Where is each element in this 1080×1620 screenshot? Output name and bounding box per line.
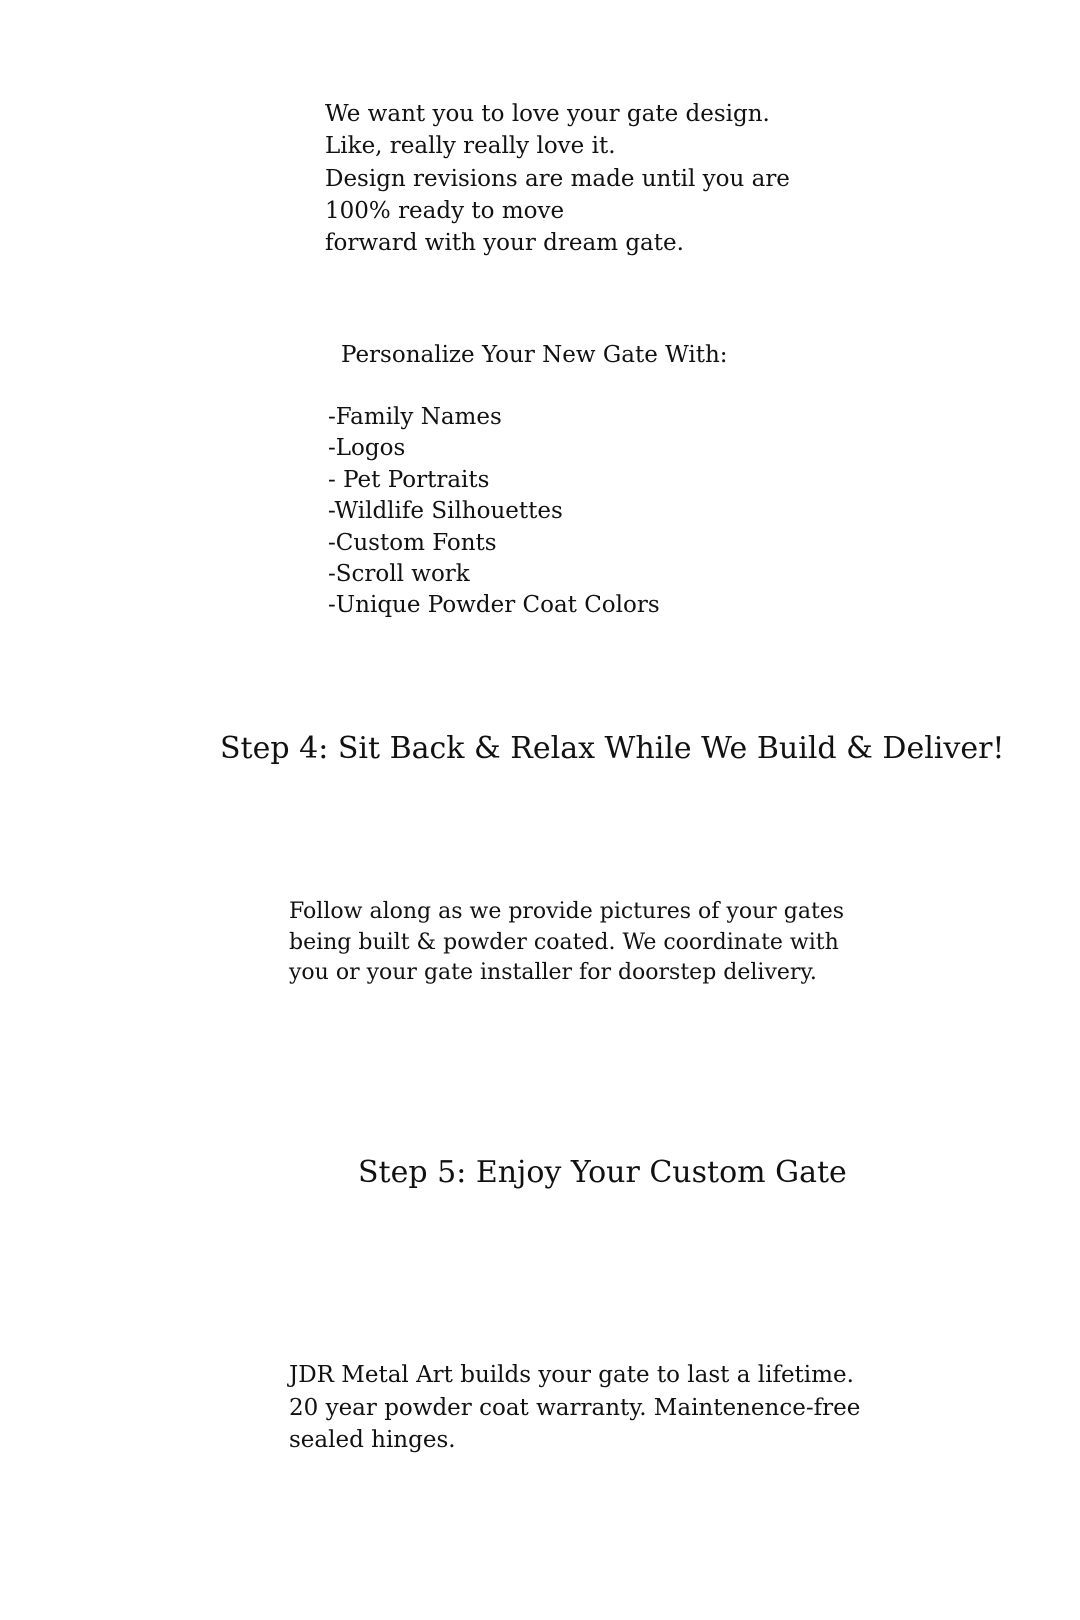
- intro-line: forward with your dream gate.: [325, 230, 684, 257]
- step5-heading: Step 5: Enjoy Your Custom Gate: [358, 1155, 847, 1190]
- list-item: -Wildlife Silhouettes: [328, 498, 563, 525]
- step4-paragraph: [289, 897, 844, 989]
- step5-line: sealed hinges.: [289, 1427, 456, 1453]
- step4-line: you or your gate installer for doorstep delivery.: [289, 960, 817, 985]
- step5-line: 20 year powder coat warranty. Maintenence-free: [289, 1394, 861, 1421]
- intro-line: Design revisions are made until you are: [325, 165, 790, 192]
- intro-paragraph: [325, 98, 790, 259]
- personalize-list: [328, 402, 660, 622]
- intro-line: 100% ready to move: [325, 197, 565, 224]
- list-item: -Custom Fonts: [328, 529, 497, 556]
- list-item: -Scroll work: [328, 561, 470, 588]
- list-item: -Family Names: [328, 404, 502, 430]
- step4-line: being built & powder coated. We coordinate with: [289, 929, 839, 955]
- list-item: -Unique Powder Coat Colors: [328, 592, 660, 619]
- intro-line: We want you to love your gate design.: [325, 101, 770, 127]
- list-item: -Logos: [328, 435, 406, 462]
- personalize-heading: Personalize Your New Gate With:: [341, 342, 728, 368]
- step5-paragraph: [289, 1359, 860, 1457]
- intro-line: Like, really really love it.: [325, 133, 616, 160]
- list-item: - Pet Portraits: [328, 466, 490, 493]
- step4-line: Follow along as we provide pictures of your gates: [289, 899, 845, 924]
- step4-heading: Step 4: Sit Back & Relax While We Build & Deliver!: [220, 731, 1005, 766]
- step5-line: JDR Metal Art builds your gate to last a lifetime.: [289, 1362, 854, 1388]
